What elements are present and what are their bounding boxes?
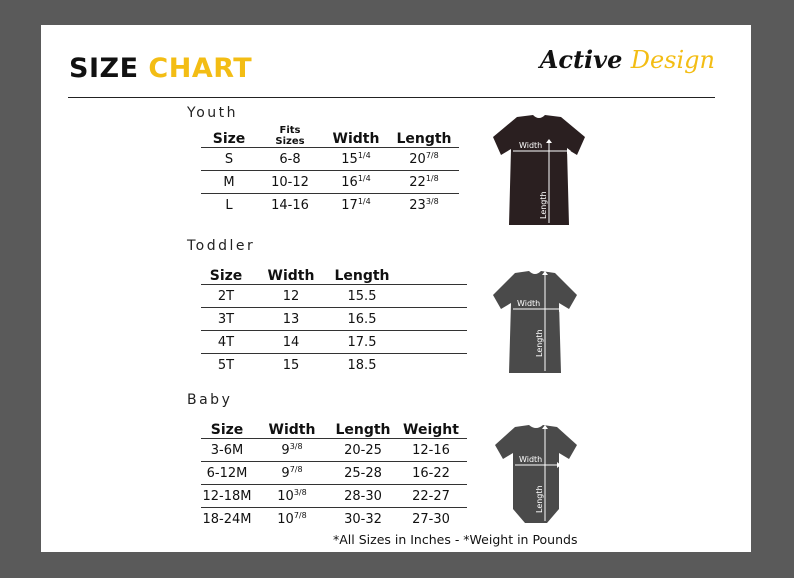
column-header: Width (267, 268, 315, 284)
width-cell (253, 508, 331, 531)
length-cell: 18.5 (331, 354, 393, 377)
width-value: 15 (341, 151, 358, 167)
column-header-empty (393, 262, 467, 285)
brand-word-active: Active (539, 45, 623, 74)
table-row (201, 439, 467, 462)
size-cell: 5T (201, 354, 251, 377)
length-fraction: 7/8 (425, 150, 439, 160)
length-cell (389, 194, 459, 217)
table-header-row (201, 125, 459, 148)
table-row (201, 331, 467, 354)
column-header: Width (268, 422, 316, 438)
column-header: Weight (403, 422, 459, 438)
size-cell: L (201, 194, 257, 217)
length-cell: 17.5 (331, 331, 393, 354)
fits-cell: 10-12 (257, 171, 323, 194)
width-cell (253, 462, 331, 485)
width-fraction: 1/4 (357, 196, 371, 206)
youth-tshirt-diagram (489, 113, 589, 229)
section-label-youth: Youth (187, 105, 238, 121)
width-value: 10 (277, 488, 294, 504)
length-cell: 25-28 (331, 462, 395, 485)
size-cell: 4T (201, 331, 251, 354)
width-cell: 14 (251, 331, 331, 354)
length-label: Length (535, 329, 544, 357)
column-header: Size (209, 268, 243, 284)
column-header: Size (210, 422, 244, 438)
baby-size-table (201, 416, 467, 530)
width-value: 10 (277, 511, 294, 527)
length-value: 23 (409, 197, 426, 213)
width-cell (253, 439, 331, 462)
table-header-row (201, 416, 467, 439)
width-fraction: 3/8 (293, 487, 307, 497)
brand-word-design: Design (630, 46, 715, 74)
size-chart-card (41, 25, 751, 552)
length-value: 22 (409, 174, 426, 190)
fits-cell: 6-8 (257, 148, 323, 171)
width-value: 17 (341, 197, 358, 213)
length-cell: 30-32 (331, 508, 395, 531)
table-row (201, 194, 459, 217)
section-label-baby: Baby (187, 392, 233, 408)
width-cell (323, 194, 389, 217)
weight-cell: 27-30 (395, 508, 467, 531)
width-label: Width (519, 455, 543, 464)
width-cell (323, 171, 389, 194)
width-fraction: 1/4 (357, 173, 371, 183)
empty-cell (393, 354, 467, 377)
brand-logo (540, 45, 715, 74)
weight-cell: 12-16 (395, 439, 467, 462)
table-row (201, 285, 467, 308)
width-label: Width (519, 141, 543, 150)
table-row (201, 462, 467, 485)
empty-cell (393, 308, 467, 331)
title-word-size: SIZE (69, 53, 139, 84)
youth-size-table (201, 125, 459, 216)
empty-cell (393, 285, 467, 308)
column-header: Width (332, 131, 380, 147)
size-cell: 3-6M (201, 439, 253, 462)
size-cell: 18-24M (201, 508, 253, 531)
length-cell: 20-25 (331, 439, 395, 462)
width-fraction: 7/8 (293, 510, 307, 520)
toddler-tshirt-diagram (489, 269, 581, 377)
length-cell (389, 171, 459, 194)
width-fraction: 3/8 (289, 441, 303, 451)
size-cell: S (201, 148, 257, 171)
length-cell: 16.5 (331, 308, 393, 331)
table-row (201, 354, 467, 377)
width-value: 9 (281, 465, 290, 481)
length-fraction: 3/8 (425, 196, 439, 206)
table-header-row (201, 262, 467, 285)
table-row (201, 308, 467, 331)
size-cell: 6-12M (201, 462, 253, 485)
size-cell: 2T (201, 285, 251, 308)
length-label: Length (535, 485, 544, 513)
column-header: Size (212, 131, 246, 147)
toddler-size-table (201, 262, 467, 376)
length-cell (389, 148, 459, 171)
width-arrowhead (559, 306, 563, 312)
page-title (69, 53, 252, 84)
table-row (201, 171, 459, 194)
width-value: 16 (341, 174, 358, 190)
width-cell (323, 148, 389, 171)
size-cell: M (201, 171, 257, 194)
weight-cell: 22-27 (395, 485, 467, 508)
fits-cell: 14-16 (257, 194, 323, 217)
length-fraction: 1/8 (425, 173, 439, 183)
table-row (201, 148, 459, 171)
column-header: Length (334, 268, 390, 284)
empty-cell (393, 331, 467, 354)
width-cell (253, 485, 331, 508)
units-footnote: *All Sizes in Inches - *Weight in Pounds (333, 532, 578, 547)
length-cell: 28-30 (331, 485, 395, 508)
width-fraction: 7/8 (289, 464, 303, 474)
weight-cell: 16-22 (395, 462, 467, 485)
size-cell: 12-18M (201, 485, 253, 508)
width-cell: 15 (251, 354, 331, 377)
column-header: Length (335, 422, 391, 438)
length-value: 20 (409, 151, 426, 167)
table-row (201, 485, 467, 508)
width-value: 9 (281, 442, 290, 458)
width-cell: 12 (251, 285, 331, 308)
section-label-toddler: Toddler (187, 238, 256, 254)
width-fraction: 1/4 (357, 150, 371, 160)
column-header: Length (396, 131, 452, 147)
fits-sizes-header: Fits Sizes (275, 125, 305, 147)
column-header (257, 125, 323, 148)
header-divider (68, 97, 715, 98)
width-label: Width (517, 299, 541, 308)
size-cell: 3T (201, 308, 251, 331)
baby-onesie-diagram (493, 423, 579, 531)
width-cell: 13 (251, 308, 331, 331)
title-word-chart: CHART (148, 53, 253, 84)
length-label: Length (539, 191, 548, 219)
length-cell: 15.5 (331, 285, 393, 308)
table-row (201, 508, 467, 531)
